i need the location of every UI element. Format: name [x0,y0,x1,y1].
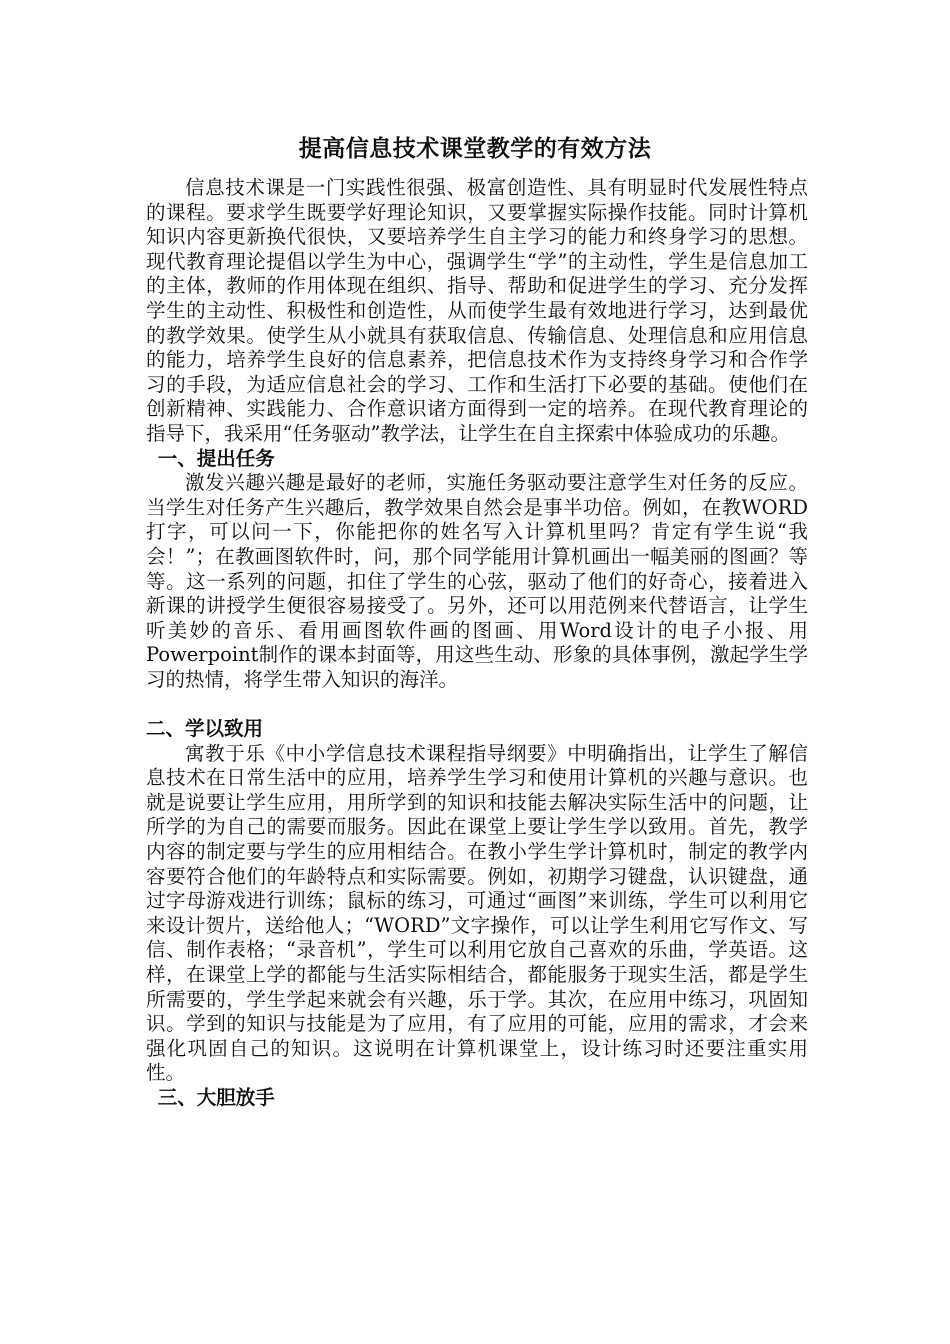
intro-paragraph: 信息技术课是一门实践性很强、极富创造性、具有明显时代发展性特点的课程。要求学生既要学好理论知识，又要掌握实际操作技能。同时计算机知识内容更新换代很快，又要培养学生自主学习的能力和终身学习的思想。现代教育理论提倡以学生为中心，强调学生“学”的主动性，学生是信息加工的主体，教师的作用体现在组织、指导、帮助和促进学生的学习、充分发挥学生的主动性、积极性和创造性，从而使学生最有效地进行学习，达到最优的教学效果。使学生从小就具有获取信息、传输信息、处理信息和应用信息的能力，培养学生良好的信息素养，把信息技术作为支持终身学习和合作学习的手段，为适应信息社会的学习、工作和生活打下必要的基础。使他们在创新精神、实践能力、合作意识诸方面得到一定的培养。在现代教育理论的指导下，我采用“任务驱动”教学法，让学生在自主探索中体验成功的乐趣。 [146,176,808,445]
document-body [146,176,808,1111]
page-title: 提高信息技术课堂教学的有效方法 [298,135,652,162]
blank-line [146,692,808,717]
section-paragraph-2: 寓教于乐《中小学信息技术课程指导纲要》中明确指出，让学生了解信息技术在日常生活中的应用，培养学生学习和使用计算机的兴趣与意识。也就是说要让学生应用，用所学到的知识和技能去解决实际生活中的问题，让所学的为自己的需要而服务。因此在课堂上要让学生学以致用。首先，教学内容的制定要与学生的应用相结合。在教小学生学计算机时，制定的教学内容要符合他们的年龄特点和实际需要。例如，初期学习键盘，认识键盘，通过字母游戏进行训练；鼠标的练习，可通过“画图”来训练，学生可以利用它来设计贺片，送给他人；“WORD”文字操作，可以让学生利用它写作文、写信、制作表格；“录音机”，学生可以利用它放自己喜欢的乐曲，学英语。这样，在课堂上学的都能与生活实际相结合，都能服务于现实生活，都是学生所需要的，学生学起来就会有兴趣，乐于学。其次，在应用中练习，巩固知识。学到的知识与技能是为了应用，有了应用的可能，应用的需求，才会来强化巩固自己的知识。这说明在计算机课堂上，设计练习时还要注重实用性。 [146,741,808,1085]
section-paragraph-1: 激发兴趣兴趣是最好的老师，实施任务驱动要注意学生对任务的反应。当学生对任务产生兴趣后，教学效果自然会是事半功倍。例如，在教WORD打字，可以问一下，你能把你的姓名写入计算机里吗？肯定有学生说“我会！”；在教画图软件时，问，那个同学能用计算机画出一幅美丽的图画？等等。这一系列的问题，扣住了学生的心弦，驱动了他们的好奇心，接着进入新课的讲授学生便很容易接受了。另外，还可以用范例来代替语言，让学生听美妙的音乐、看用画图软件画的图画、用Word设计的电子小报、用Powerpoint制作的课本封面等，用这些生动、形象的具体事例，激起学生学习的热情，将学生带入知识的海洋。 [146,471,808,691]
section-heading-1: 一、提出任务 [157,446,275,470]
section-heading-3: 三、大胆放手 [157,1085,275,1109]
section-heading-2: 二、学以致用 [146,717,264,741]
